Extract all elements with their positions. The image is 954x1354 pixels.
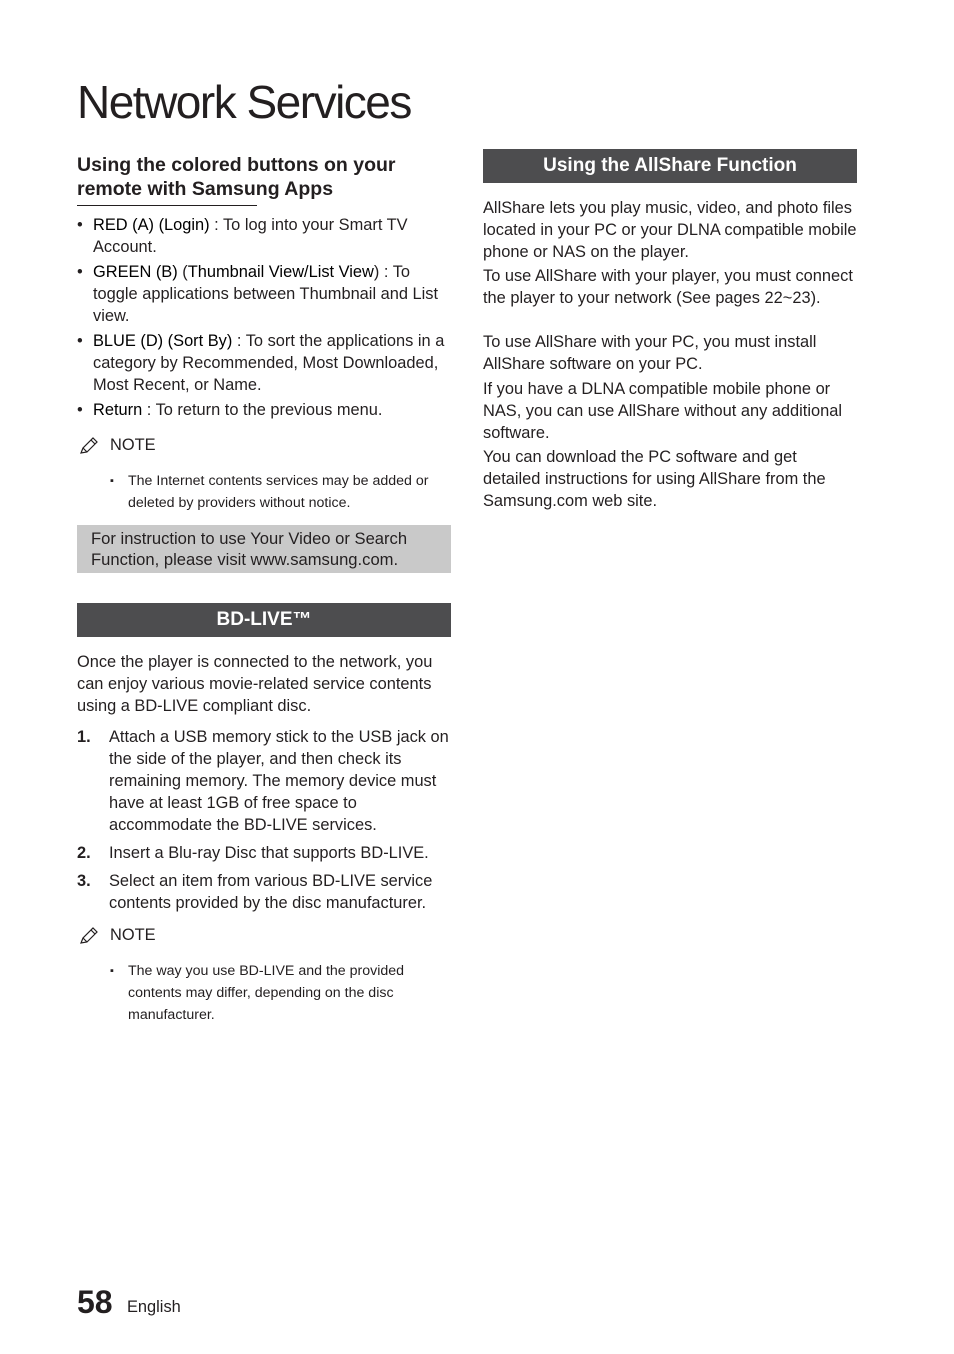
allshare-paragraph: AllShare lets you play music, video, and photo files located in your PC or your DLNA compatible mobile phone or NAS on the player. bbox=[483, 199, 857, 261]
allshare-title-bar: Using the AllShare Function bbox=[483, 149, 857, 183]
pencil-note-icon bbox=[79, 927, 99, 945]
note-label: NOTE bbox=[110, 436, 156, 454]
button-description: : To log into your Smart TV Account. bbox=[93, 216, 408, 256]
samsung-apps-heading: Using the colored buttons on your remote with Samsung Apps bbox=[77, 154, 396, 200]
bullet-icon: • bbox=[77, 216, 83, 234]
page-number: 58 bbox=[77, 1284, 113, 1320]
note-heading bbox=[79, 926, 156, 945]
note-label: NOTE bbox=[110, 926, 156, 944]
page-title: Network Services bbox=[77, 76, 411, 128]
button-key: BLUE (D) (Sort By) bbox=[93, 332, 233, 350]
pencil-note-icon bbox=[79, 437, 99, 455]
bd-live-steps bbox=[77, 726, 451, 920]
step-text: Insert a Blu-ray Disc that supports BD-LIVE. bbox=[109, 844, 429, 862]
note-content: The Internet contents services may be added or deleted by providers without notice. bbox=[128, 473, 429, 511]
button-key: RED (A) (Login) bbox=[93, 216, 210, 234]
bd-live-title-bar: BD-LIVE™ bbox=[77, 603, 451, 637]
list-item bbox=[77, 399, 451, 421]
step-text: Select an item from various BD-LIVE service contents provided by the disc manufacturer. bbox=[109, 872, 433, 912]
square-bullet-icon: ▪ bbox=[110, 475, 114, 487]
step-number: 3. bbox=[77, 872, 91, 890]
button-key-secondary: Thumbnail View/List View bbox=[187, 263, 374, 281]
allshare-paragraph: If you have a DLNA compatible mobile phone or NAS, you can use AllShare without any additional software. bbox=[483, 380, 842, 442]
button-description: : To return to the previous menu. bbox=[142, 401, 383, 419]
button-key: Return bbox=[93, 401, 143, 419]
samsung-info-box: For instruction to use Your Video or Search Function, please visit www.samsung.com. bbox=[77, 525, 451, 573]
note-heading bbox=[79, 436, 156, 455]
heading-underline bbox=[77, 205, 257, 206]
bullet-icon: • bbox=[77, 263, 83, 281]
step-text: Attach a USB memory stick to the USB jack on the side of the player, and then check its remaining memory. The memory device must have at least 1GB of free space to accommodate the BD-LIVE services. bbox=[109, 728, 449, 834]
list-item bbox=[77, 726, 451, 836]
allshare-paragraph: To use AllShare with your PC, you must install AllShare software on your PC. bbox=[483, 333, 817, 373]
remote-buttons-list bbox=[77, 214, 451, 424]
list-item bbox=[77, 214, 451, 258]
button-key: GREEN (B) bbox=[93, 263, 178, 281]
button-description: : To sort the applications in a category by Recommended, Most Downloaded, Most Recent, or Name. bbox=[93, 332, 445, 394]
note-content: The way you use BD-LIVE and the provided contents may differ, depending on the disc manufacturer. bbox=[128, 963, 405, 1023]
page-language: English bbox=[127, 1298, 181, 1316]
note-text bbox=[110, 960, 458, 1026]
bullet-icon: • bbox=[77, 332, 83, 350]
allshare-paragraph: To use AllShare with your player, you must connect the player to your network (See pages 22~23). bbox=[483, 267, 853, 307]
list-item bbox=[77, 842, 451, 864]
step-number: 2. bbox=[77, 844, 91, 862]
bd-live-intro: Once the player is connected to the network, you can enjoy various movie-related service contents using a BD-LIVE compliant disc. bbox=[77, 653, 433, 715]
allshare-paragraph: You can download the PC software and get detailed instructions for using AllShare from the Samsung.com web site. bbox=[483, 448, 826, 510]
list-item: • GREEN (B) (Thumbnail View/List View) : To toggle applications between Thumbnail and List view. bbox=[77, 263, 439, 325]
step-number: 1. bbox=[77, 728, 91, 746]
list-item bbox=[77, 330, 451, 396]
list-item bbox=[77, 870, 451, 914]
square-bullet-icon: ▪ bbox=[110, 965, 114, 977]
button-description: : To toggle applications between Thumbnail and List view. bbox=[93, 263, 439, 325]
note-text bbox=[110, 470, 458, 514]
bullet-icon: • bbox=[77, 401, 83, 419]
